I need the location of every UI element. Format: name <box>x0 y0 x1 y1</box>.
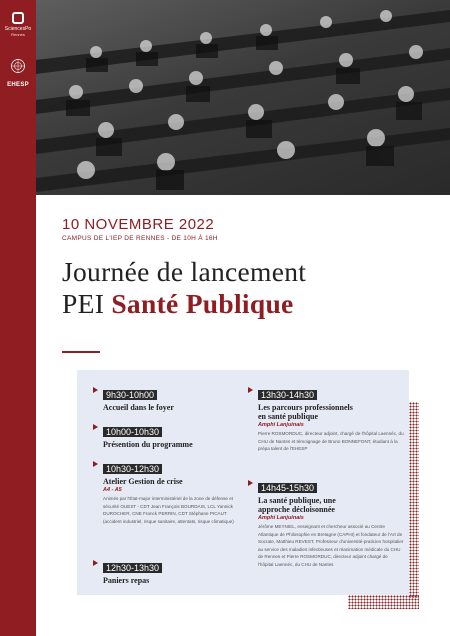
lecture-hall-illustration <box>36 0 450 195</box>
item-title-line-2: approche décloisonnée <box>258 505 335 514</box>
left-color-band <box>0 0 36 636</box>
time-badge: 9h30-10h00 <box>103 390 157 400</box>
lecture-hall-photo <box>36 0 450 195</box>
item-title-line-1: La santé publique, une <box>258 496 336 505</box>
bullet-arrow-icon <box>248 387 253 393</box>
item-title: Accueil dans le foyer <box>103 403 174 412</box>
event-title <box>62 256 306 320</box>
bullet-arrow-icon <box>248 480 253 486</box>
bullet-arrow-icon <box>93 424 98 430</box>
title-divider <box>62 351 100 353</box>
program-item <box>258 385 404 453</box>
item-location: Amphi Lanjuinais <box>258 515 304 521</box>
item-title: Paniers repas <box>103 576 150 585</box>
item-title: Présention du programme <box>103 440 193 449</box>
program-item <box>103 422 238 449</box>
sciencespo-mark-icon <box>12 12 24 24</box>
decorative-dots-vertical <box>409 402 419 598</box>
time-badge: 13h30-14h30 <box>258 390 317 400</box>
time-badge: 10h00-10h30 <box>103 427 162 437</box>
title-line-2: PEI Santé Publique <box>62 288 294 319</box>
item-location: Amphi Lanjuinais <box>258 422 304 428</box>
time-badge: 14h45-15h30 <box>258 483 317 493</box>
bullet-arrow-icon <box>93 387 98 393</box>
item-description: Jérôme MEYNIEL, enseignant et chercheur associé au Centre Atlantique de Philosophie en Bretagne (CAPHI) et fondateur de l'Art de Socrate, Matthieu REVEST, Professeur d'université-praticien hospitalier au service des maladies infectieuses et réanimation médicale du CHU de Rennes et Pierre ROSMORDUC, directeur adjoint chargé de l'hôpital Laennéc, du CHU de Nantes <box>258 524 404 567</box>
program-item <box>103 459 243 525</box>
program-item <box>258 478 404 568</box>
item-title: Atelier Gestion de crise <box>103 477 183 486</box>
item-title-line-1: Les parcours professionnels <box>258 403 353 412</box>
program-item <box>103 385 238 412</box>
bullet-arrow-icon <box>93 461 98 467</box>
ehesp-mark-icon <box>10 58 26 74</box>
item-title-line-2: en santé publique <box>258 412 319 421</box>
ehesp-logo: EHESP <box>3 58 33 88</box>
time-badge: 12h30-13h30 <box>103 563 162 573</box>
event-date: 10 NOVEMBRE 2022 <box>62 216 215 233</box>
item-description: Pierre ROSMORDUC, directeur adjoint, chargé de l'hôpital Laennéc, du CHU de Nantes et témoignage de Bruno BONNEFONT, étudiant à la prépa talent de l'EHESP <box>258 431 404 451</box>
sciencespo-logo: SciencesPo Rennes <box>4 12 32 37</box>
event-location-hours: CAMPUS DE L'IEP DE RENNES - DE 10H À 16H <box>62 235 218 242</box>
time-badge: 10h30-12h30 <box>103 464 162 474</box>
item-description: Animés par l'État-major interministériel de la zone de défense et sécurité OUEST - CDT Jean François BOURDAIS, LCL Yannick DUROCHER, CNE Franck PERRIN, CDT Stéphane PICAUT (accident industriel, risque sanitaire, attentats, risque climatique) <box>103 496 234 524</box>
bullet-arrow-icon <box>93 560 98 566</box>
item-location: A4 - A5 <box>103 487 122 493</box>
decorative-dots-horizontal <box>348 595 419 609</box>
title-accent: Santé Publique <box>111 288 294 319</box>
program-item <box>103 558 238 585</box>
title-line-1: Journée de lancement <box>62 256 307 287</box>
